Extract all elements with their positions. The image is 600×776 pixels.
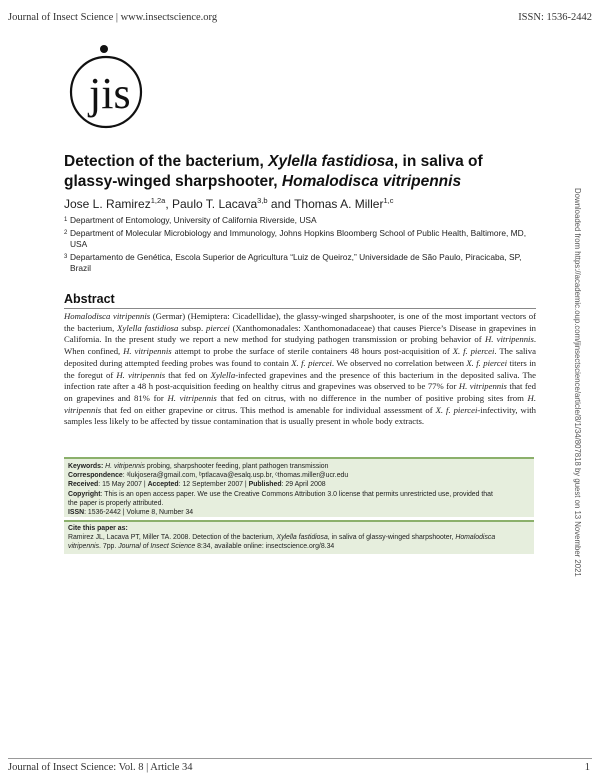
- abstract-segment: H. vitripennis: [64, 392, 536, 415]
- abstract-segment: . When confined,: [64, 334, 536, 357]
- abstract-segment: that fed on: [165, 369, 211, 380]
- logo-text: jis: [89, 69, 131, 118]
- affiliation: 2 Department of Molecular Microbiology and Immunology, Johns Hopkins Bloomberg School of Public Health, Baltimore, MD, USA: [64, 227, 527, 250]
- author: Thomas A. Miller: [294, 197, 384, 211]
- dates-line: Received: 15 May 2007 | Accepted: 12 September 2007 | Published: 29 April 2008: [68, 481, 326, 489]
- journal-header: Journal of Insect Science | www.insectscience.org: [8, 12, 218, 23]
- abstract-segment: -infected grapevines and the presence of this bacterium in the deposited saliva. The infection rate after a 48 h post-acquisition feeding on healthy citrus and grapevines was observed to be 77% for: [64, 369, 537, 392]
- abstract-segment: . The saliva deposited during attempted feeding probes was found to contain: [64, 346, 536, 368]
- copyright-line: Copyright: This is an open access paper. We use the Creative Commons Attribution 3.0 license that permits unrestricted use, provided that: [68, 490, 493, 498]
- copyright-line-2: the paper is properly attributed.: [68, 499, 164, 507]
- abstract-segment: attempt to probe the surface of sterile containers 48 hours post-acquisition of: [171, 346, 453, 357]
- footer-citation: Journal of Insect Science: Vol. 8 | Article 34: [8, 762, 193, 773]
- abstract-segment: X. f. piercei: [291, 357, 332, 368]
- abstract-segment: Xylella fastidiosa: [117, 322, 179, 333]
- affiliation: 1 Department of Entomology, University of California Riverside, USA: [64, 215, 317, 225]
- abstract-segment: that fed on citrus, with no difference in the number of positive probing sites from: [216, 392, 528, 403]
- abstract-segment: H. vitripennis: [458, 381, 507, 392]
- keywords-line: Keywords: H. vitripennis probing, sharpshooter feeding, plant pathogen transmission: [68, 463, 329, 470]
- abstract-segment: piercei: [206, 322, 230, 333]
- cite-box: [64, 520, 534, 554]
- abstract-segment: (Germar) (Hemiptera: Cicadellidae), the glassy-winged sharpshooter, is one of the most important vectors of the bacterium,: [64, 311, 537, 333]
- abstract-segment: -infectivity, with samples less likely to be affected by tissue contamination that is usually present in whole body extracts.: [64, 404, 536, 427]
- affiliations: [64, 215, 534, 276]
- correspondence-line: Correspondence: ᵃlukjosera@gmail.com, ᵇptlacava@esalq.usp.br, ᶜthomas.miller@ucr.edu: [68, 472, 349, 480]
- keywords-box: [64, 457, 534, 517]
- abstract-heading: Abstract: [64, 292, 536, 309]
- abstract-segment: X. f. piercei: [452, 346, 495, 357]
- citation-line-2: vitripennis. 7pp. Journal of Insect Science 8:34, available online: insectscience.org/8.34: [68, 543, 335, 551]
- abstract-segment: H. vitripennis: [167, 392, 217, 403]
- download-notice: Downloaded from https://academic.oup.com/jinsectscience/article/8/1/34/807818 by guest on 13 November 2021: [573, 188, 582, 577]
- citation-line-1: Ramirez JL, Lacava PT, Miller TA. 2008. Detection of the bacterium, Xylella fastidiosa, in saliva of glassy-winged sharpshooter, Homalodisca: [68, 534, 496, 542]
- author: Paulo T. Lacava: [171, 197, 258, 211]
- citation-link[interactable]: 8:34, available online: insectscience.org/8.34: [195, 543, 335, 551]
- abstract-segment: H. vitripennis: [123, 346, 172, 357]
- abstract-text: [64, 311, 536, 428]
- journal-logo: [66, 42, 146, 134]
- issn-header: ISSN: 1536-2442: [518, 12, 592, 23]
- author-list: Jose L. Ramirez$^{1,2a}$, Paulo T. Lacava$^{3,b}$ and Thomas A. Miller$^{1,c}$: [64, 196, 394, 211]
- abstract-segment: titers in the foregut of: [64, 357, 536, 380]
- abstract-segment: X. f. piercei: [466, 357, 508, 368]
- page-number: 1: [584, 762, 590, 773]
- abstract-segment: Homalodisca vitripennis: [64, 311, 151, 321]
- cite-heading: Cite this paper as:: [68, 525, 128, 532]
- affiliation: 3 Departamento de Genética, Escola Superior de Agricultura “Luiz de Queiroz,” Universidade de São Paulo, Piracicaba, SP, Brazil: [64, 251, 522, 274]
- abstract-segment: H. vitripennis: [116, 369, 166, 380]
- abstract-segment: . We observed no correlation between: [331, 357, 467, 368]
- paper-title: Detection of the bacterium, Xylella fastidiosa, in saliva of glassy-winged sharpshooter, Homalodisca vitripennis: [64, 153, 483, 190]
- abstract-segment: subsp.: [178, 322, 206, 333]
- issn-line: ISSN: 1536-2442 | Volume 8, Number 34: [68, 509, 194, 517]
- author: Jose L. Ramirez: [64, 197, 151, 211]
- abstract-segment: H. vitripennis: [484, 334, 534, 345]
- abstract-segment: X. f. piercei: [435, 404, 478, 415]
- footer-divider: [8, 758, 592, 759]
- correspondence-emails[interactable]: : ᵃlukjosera@gmail.com, ᵇptlacava@esalq.usp.br, ᶜthomas.miller@ucr.edu: [122, 472, 349, 480]
- abstract-segment: (Xanthomonadales: Xanthomonadaceae) that causes Pierce’s Disease in grapevines in California. In the present study we report a new method for studying pathogen transmission or probing behavior of: [64, 322, 536, 345]
- abstract-segment: that fed on grapevines and 81% for: [64, 381, 537, 403]
- abstract-segment: Xylella: [210, 369, 236, 380]
- abstract-segment: that fed on either grapevine or citrus. This method is amenable for individual assessment of: [101, 404, 436, 415]
